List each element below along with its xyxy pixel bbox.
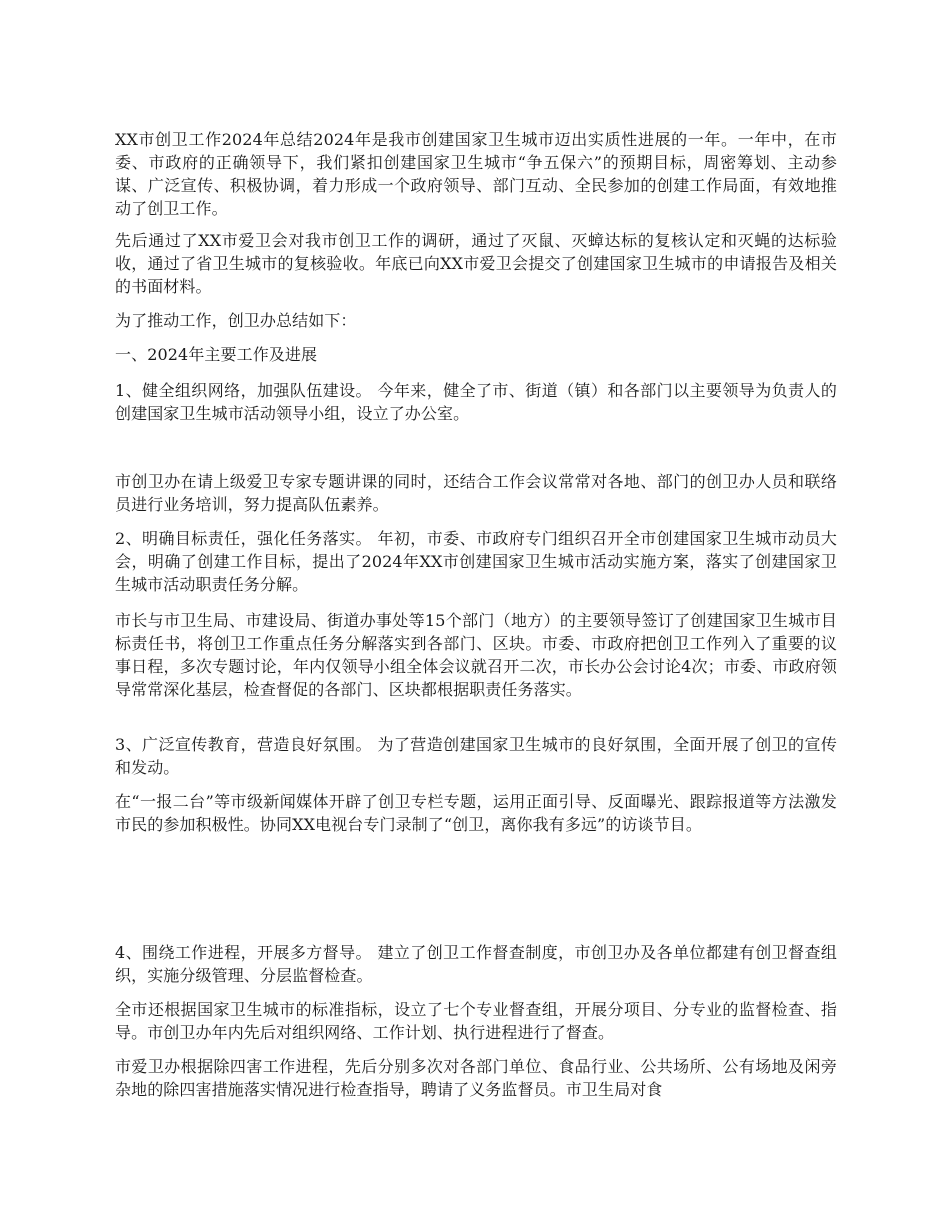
paragraph-pest-control: 市爱卫办根据除四害工作进程，先后分别多次对各部门单位、食品行业、公共场所、公有场地及闲旁杂地的除四害措施落实情况进行检查指导，聘请了义务监督员。市卫生局对食 xyxy=(115,1057,837,1099)
paragraph-item-1: 1、健全组织网络，加强队伍建设。 今年来，健全了市、街道（镇）和各部门以主要领导为负责人的创建国家卫生城市活动领导小组，设立了办公室。 xyxy=(115,381,837,423)
paragraph-item-2: 2、明确目标责任，强化任务落实。 年初，市委、市政府专门组织召开全市创建国家卫生城市动员大会，明确了创建工作目标，提出了2024年XX市创建国家卫生城市活动实施方案，落实了创建国家卫生城市活动职责任务分解。 xyxy=(115,529,837,594)
paragraph-responsibility: 市长与市卫生局、市建设局、街道办事处等15个部门（地方）的主要领导签订了创建国家卫生城市目标责任书，将创卫工作重点任务分解落实到各部门、区块。市委、市政府把创卫工作列入了重要的议事日程，多次专题讨论，年内仅领导小组全体会议就召开二次，市长办公会讨论4次；市委、市政府领导常常深化基层，检查督促的各部门、区块都根据职责任务落实。 xyxy=(115,611,837,699)
section-heading: 一、2024年主要工作及进展 xyxy=(115,345,318,364)
paragraph-item-4: 4、围绕工作进程，开展多方督导。 建立了创卫工作督查制度，市创卫办及各单位都建有创卫督查组织，实施分级管理、分层监督检查。 xyxy=(115,943,837,985)
paragraph-acceptance: 先后通过了XX市爱卫会对我市创卫工作的调研，通过了灭鼠、灭蟑达标的复核认定和灭蝇的达标验收，通过了省卫生城市的复核验收。年底已向XX市爱卫会提交了创建国家卫生城市的申请报告及相关的书面材料。 xyxy=(115,231,837,296)
paragraph-intro: XX市创卫工作2024年总结2024年是我市创建国家卫生城市迈出实质性进展的一年。一年中，在市委、市政府的正确领导下，我们紧扣创建国家卫生城市“争五保六”的预期目标，周密筹划、主动参谋、广泛宣传、积极协调，着力形成一个政府领导、部门互动、全民参加的创建工作局面，有效地推动了创卫工作。 xyxy=(115,130,837,218)
paragraph-item-3: 3、广泛宣传教育，营造良好氛围。 为了营造创建国家卫生城市的良好氛围，全面开展了创卫的宣传和发动。 xyxy=(115,735,837,777)
paragraph-summary-lead: 为了推动工作，创卫办总结如下： xyxy=(115,311,357,330)
paragraph-inspection: 全市还根据国家卫生城市的标准指标，设立了七个专业督查组，开展分项目、分专业的监督检查、指导。市创卫办年内先后对组织网络、工作计划、执行进程进行了督查。 xyxy=(115,1000,837,1042)
paragraph-training: 市创卫办在请上级爱卫专家专题讲课的同时，还结合工作会议常常对各地、部门的创卫办人员和联络员进行业务培训，努力提高队伍素养。 xyxy=(115,472,837,514)
paragraph-media: 在“一报二台”等市级新闻媒体开辟了创卫专栏专题，运用正面引导、反面曝光、跟踪报道等方法激发市民的参加积极性。协同XX电视台专门录制了“创卫，离你我有多远”的访谈节目。 xyxy=(115,792,837,834)
